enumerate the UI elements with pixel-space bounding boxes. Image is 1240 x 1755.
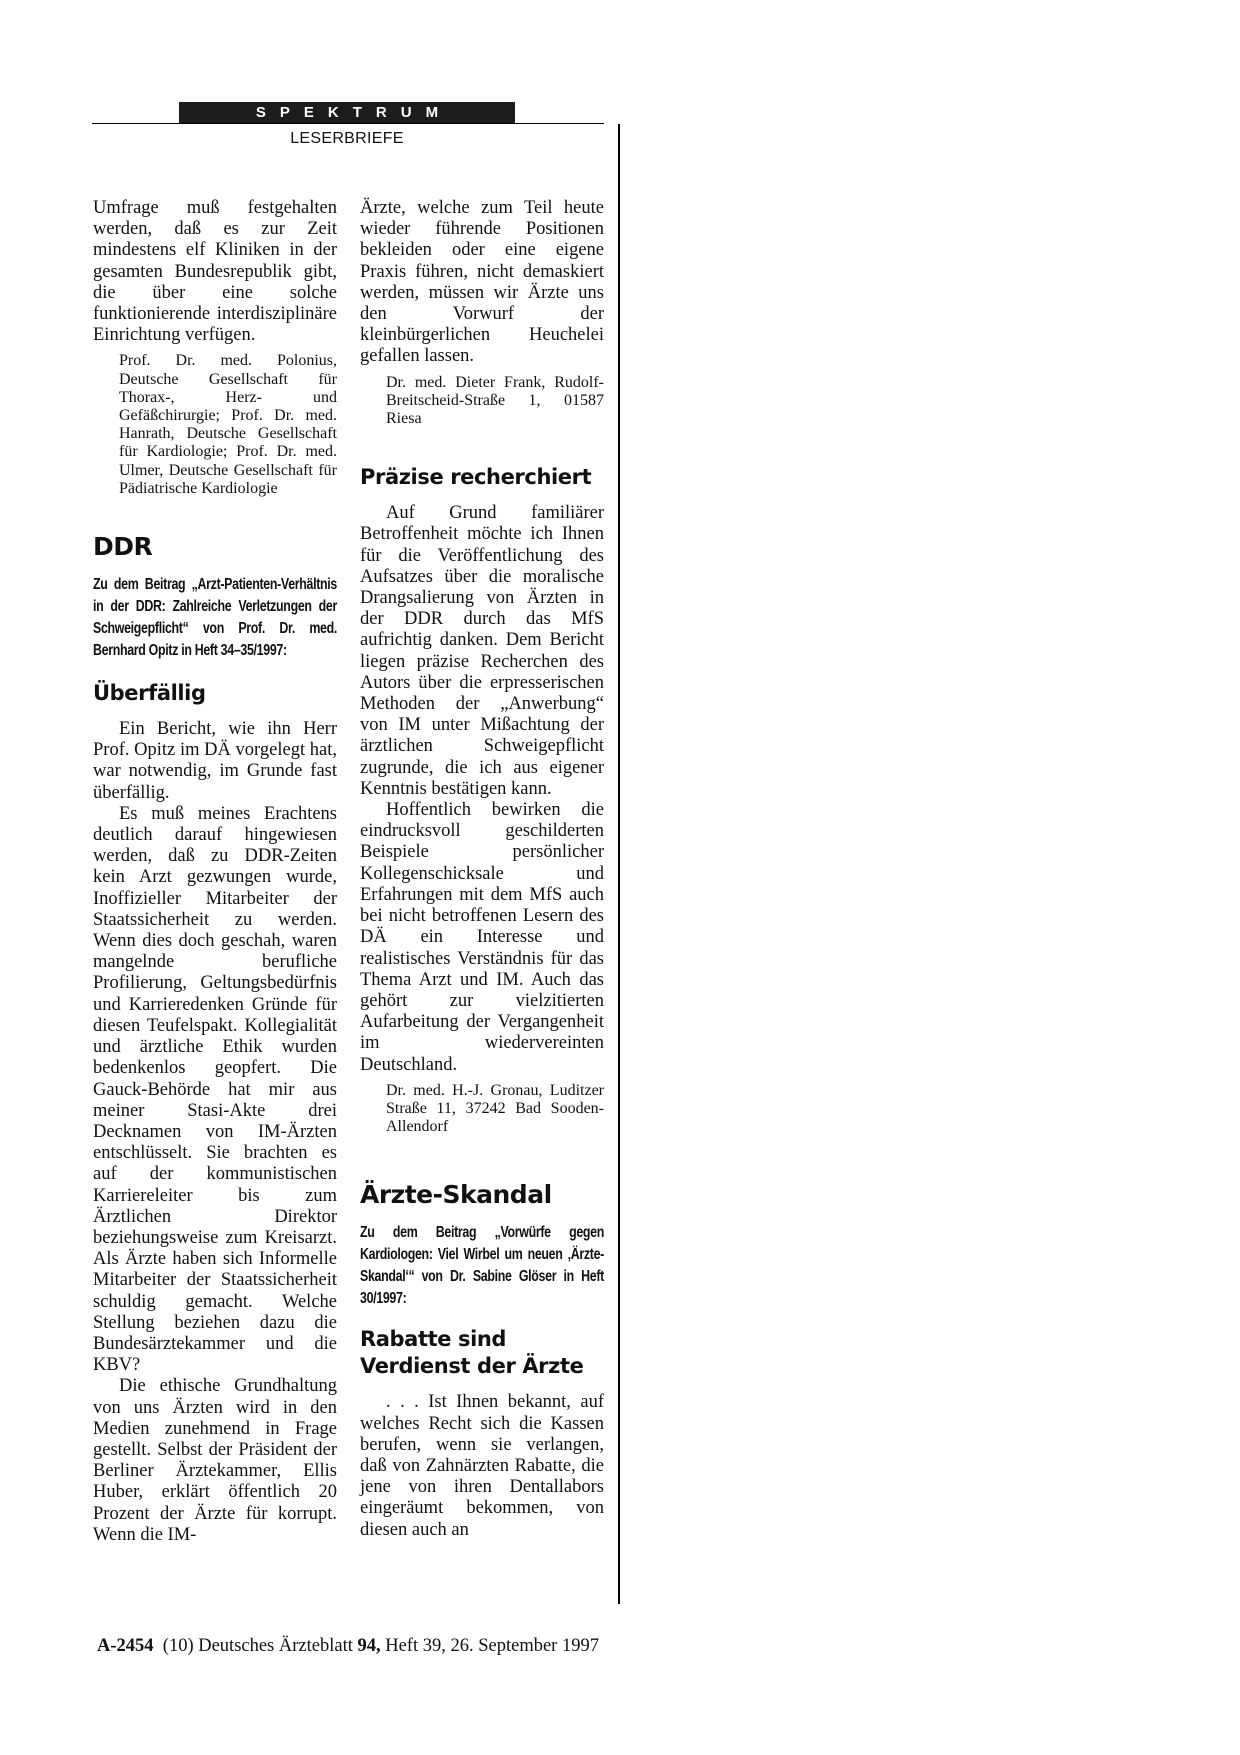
letter-title-praezise: Präzise recherchiert	[360, 465, 592, 490]
footer-journal: (10) Deutsches Ärzteblatt	[162, 1636, 358, 1656]
article-reference-skandal: Zu dem Beitrag „Vorwürfe gegen Kardiologen: Viel Wirbel um neuen ‚Ärzte-Skandal‘“ von Dr. Sabine Glöser in Heft 30/1997:	[360, 1224, 604, 1308]
signature-frank: Dr. med. Dieter Frank, Rudolf-Breitscheid-Straße 1, 01587 Riesa	[386, 373, 604, 428]
letter-paragraph: Auf Grund familiärer Betroffenheit möchte ich Ihnen für die Veröffentlichung des Aufsatzes über die moralische Drangsalierung von Ärzten in der DDR durch das MfS aufrichtig danken. Dem Bericht liegen präzise Recherchen des Autors über die erpresserischen Methoden der „Anwerbung“ von IM unter Mißachtung der ärztlichen Schweigepflicht zugrunde, die ich aus eigener Kenntnis bestätigen kann.	[360, 503, 604, 799]
letter-paragraph: Hoffentlich bewirken die eindrucksvoll geschilderten Beispiele persönlicher Kollegenschicksale und Erfahrungen mit dem MfS auch bei nicht betroffenen Lesern des DÄ ein Interesse und realistisches Verständnis für das Thema Arzt und IM. Auch das gehört zur vielzitierten Aufarbeitung der Vergangenheit im wiedervereinten Deutschland.	[360, 800, 604, 1075]
header-rule	[92, 123, 604, 124]
letter-paragraph: Die ethische Grundhaltung von uns Ärzten wird in den Medien zunehmend in Frage gestellt. Selbst der Präsident der Berliner Ärztekammer, Ellis Huber, erklärt öffentlich 20 Prozent der Ärzte für korrupt. Wenn die IM-	[93, 1376, 337, 1545]
subsection-label: LESERBRIEFE	[290, 130, 404, 147]
left-column	[93, 198, 337, 1546]
letter-title-ueberfaellig: Überfällig	[93, 681, 206, 706]
article-reference-ddr: Zu dem Beitrag „Arzt-Patienten-Verhältnis in der DDR: Zahlreiche Verletzungen der Schweigepflicht“ von Prof. Dr. med. Bernhard Opitz in Heft 34–35/1997:	[93, 576, 337, 660]
letter-paragraph: . . . Ist Ihnen bekannt, auf welches Recht sich die Kassen berufen, wenn sie verlangen, daß von Zahnärzten Rabatte, die jene von ihren Dentallabors eingeräumt bekommen, von diesen auch an	[360, 1392, 604, 1540]
page-number: A-2454	[97, 1636, 154, 1656]
page-footer	[97, 1636, 599, 1657]
signature-gronau: Dr. med. H.-J. Gronau, Luditzer Straße 11, 37242 Bad Sooden-Allendorf	[386, 1081, 604, 1136]
letter-title-rabatte: Rabatte sind Verdienst der Ärzte	[360, 1327, 584, 1379]
paragraph-continued: Umfrage muß festgehalten werden, daß es zur Zeit mindestens elf Kliniken in der gesamten Bundesrepublik gibt, die über eine solche funktionierende interdisziplinäre Einrichtung verfügen.	[93, 198, 337, 346]
letter-paragraph: Ein Bericht, wie ihn Herr Prof. Opitz im DÄ vorgelegt hat, war notwendig, im Grunde fast überfällig.	[93, 719, 337, 803]
section-banner: SPEKTRUM	[179, 102, 515, 123]
column-rule	[618, 124, 620, 1604]
paragraph-continued: Ärzte, welche zum Teil heute wieder führende Positionen bekleiden oder eine eigene Praxis führen, nicht demaskiert werden, müssen wir Ärzte uns den Vorwurf der kleinbürgerlichen Heuchelei gefallen lassen.	[360, 198, 604, 367]
right-column	[360, 198, 604, 1541]
section-heading-ddr: DDR	[93, 532, 153, 562]
letter-paragraph: Es muß meines Erachtens deutlich darauf hingewiesen werden, daß zu DDR-Zeiten kein Arzt gezwungen wurde, Inoffizieller Mitarbeiter der Staatssicherheit zu werden. Wenn dies doch geschah, waren mangelnde berufliche Profilierung, Geltungsbedürfnis und Karrieredenken Gründe für diesen Teufelspakt. Kollegialität und ärztliche Ethik wurden bedenkenlos geopfert. Die Gauck-Behörde hat mir aus meiner Stasi-Akte drei Decknamen von IM-Ärzten entschlüsselt. Sie brachten es auf der kommunistischen Karriereleiter bis zum Ärztlichen Direktor beziehungsweise zum Kreisarzt. Als Ärzte haben sich Informelle Mitarbeiter der Staatssicherheit schuldig gemacht. Welche Stellung beziehen dazu die Bundesärztekammer und die KBV?	[93, 803, 337, 1376]
signature-polonius: Prof. Dr. med. Polonius, Deutsche Gesellschaft für Thorax-, Herz- und Gefäßchirurgie; Prof. Dr. med. Hanrath, Deutsche Gesellschaft für Kardiologie; Prof. Dr. med. Ulmer, Deutsche Gesellschaft für Pädiatrische Kardiologie	[119, 352, 337, 497]
footer-issue: Heft 39, 26. September 1997	[380, 1636, 599, 1656]
footer-volume: 94,	[357, 1636, 381, 1656]
section-heading-skandal: Ärzte-Skandal	[360, 1180, 552, 1210]
